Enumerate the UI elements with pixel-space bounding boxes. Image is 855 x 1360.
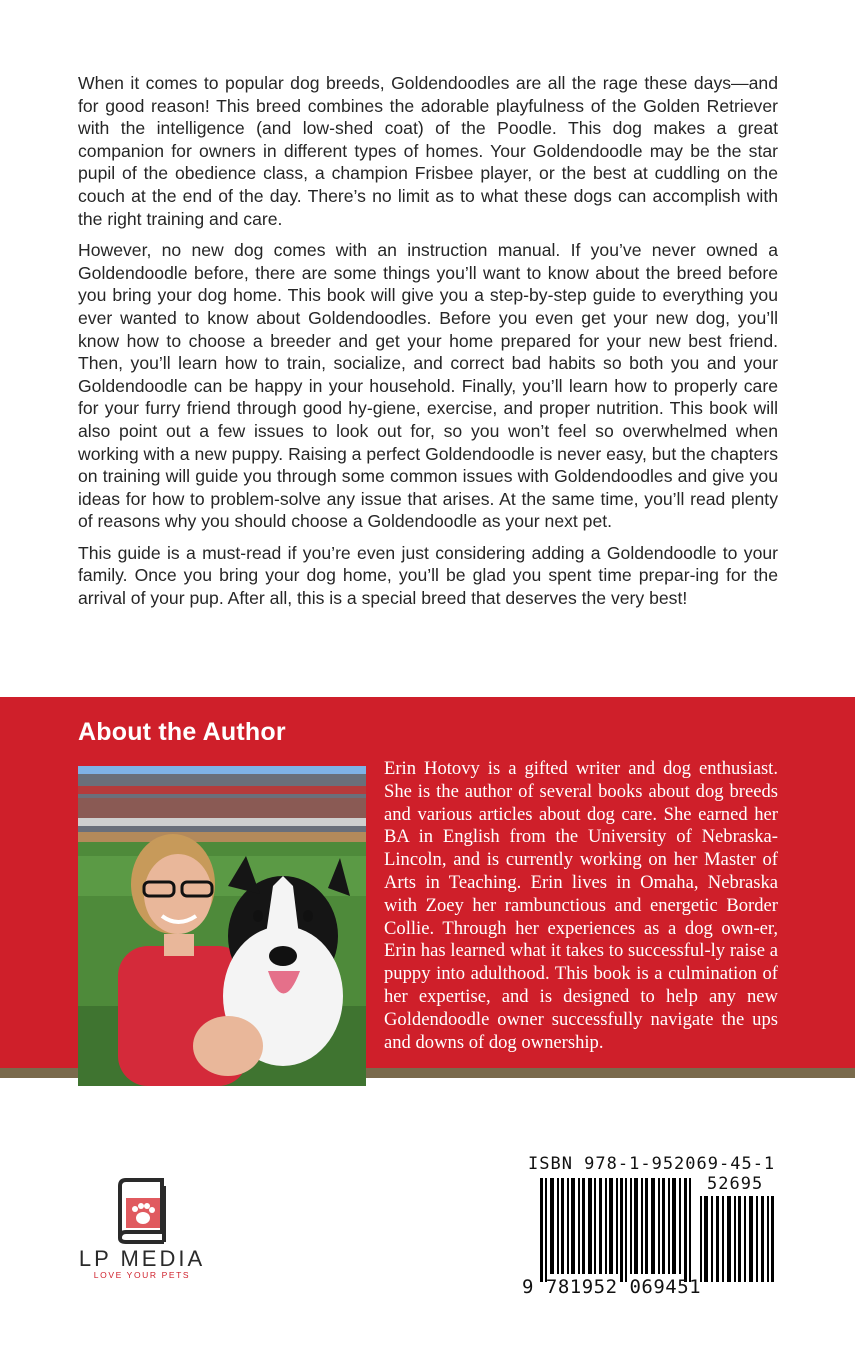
ean-digits: 9 781952 069451 [522, 1276, 702, 1298]
back-cover-blurb [78, 72, 778, 619]
author-bio [78, 758, 778, 1090]
price-code: 52695 [707, 1174, 764, 1194]
book-with-paw-icon [72, 1176, 212, 1246]
publisher-name: LP MEDIA [78, 1246, 206, 1271]
isbn-barcode [520, 1152, 782, 1302]
blurb-paragraph-1: When it comes to popular dog breeds, Goldendoodles are all the rage these days—and for good reason! This breed combines the adorable playfulness of the Golden Retriever with the intelligence (and low-shed coat) of the Poodle. This dog makes a great companion for owners in different types of homes. Your Goldendoodle may be the star pupil of the obedience class, a champion Frisbee player, or the best at cuddling on the couch at the end of the day. There’s no limit as to what these dogs can accomplish with the right training and care. [78, 73, 778, 229]
blurb-paragraph-3: This guide is a must-read if you’re even just considering adding a Goldendoodle to your family. Once you bring your dog home, you’ll be glad you spent time prepar-ing for the arrival of your pup. After all, this is a special breed that deserves the very best! [78, 542, 778, 609]
author-photo [78, 766, 366, 1086]
author-bio-text: Erin Hotovy is a gifted writer and dog enthusiast. She is the author of several books about dog breeds and various articles about dog care. She earned her BA in English from the University of Nebraska-Lincoln, and is currently working on her Master of Arts in Teaching. Erin lives in Omaha, Nebraska with Zoey her rambunctious and energetic Border Collie. Through her experiences as a dog own-er, Erin has learned what it takes to successful-ly raise a puppy into adulthood. This book is a culmination of her expertise, and is designed to help any new Goldendoodle owner successfully navigate the ups and downs of dog ownership. [384, 758, 778, 1053]
blurb-paragraph-2: However, no new dog comes with an instruction manual. If you’ve never owned a Goldendoodle before, there are some things you’ll want to know about the breed before you bring your dog home. This book will give you a step-by-step guide to everything you ever wanted to know about Goldendoodles. Before you even get your new dog, you’ll know how to choose a breeder and get your home prepared for your new best friend. Then, you’ll learn how to train, socialize, and correct bad habits so both you and your Goldendoodle can be happy in your household. Finally, you’ll learn how to properly care for your furry friend through good hy-giene, exercise, and proper nutrition. This book will also point out a few issues to look out for, so you won’t feel so overwhelmed when working with a new puppy. Raising a perfect Goldendoodle is never easy, but the chapters on training will guide you through some common issues with Goldendoodles and give you ideas for how to problem-solve any issue that arises. At the same time, you’ll read plenty of reasons why you should choose a Goldendoodle as your next pet. [78, 240, 778, 532]
publisher-logo [72, 1176, 212, 1286]
publisher-tagline: LOVE YOUR PETS [93, 1270, 191, 1280]
isbn-label: ISBN 978-1-952069-45-1 [528, 1154, 776, 1174]
author-heading: About the Author [78, 718, 286, 746]
